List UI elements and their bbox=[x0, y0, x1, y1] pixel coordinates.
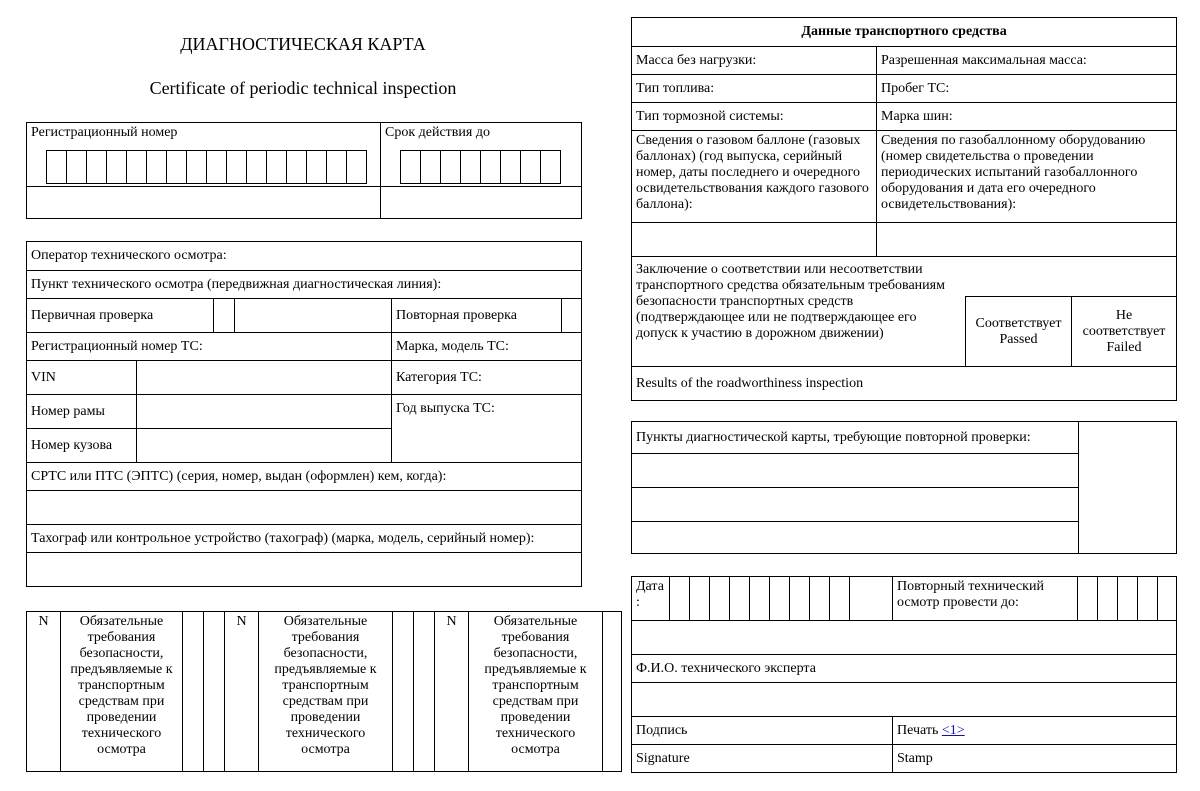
srts-label: СРТС или ПТС (ЭПТС) (серия, номер, выдан (оформлен) кем, когда): bbox=[31, 468, 447, 484]
signature-en-cell bbox=[632, 745, 893, 773]
valid-until-label: Срок действия до bbox=[385, 125, 490, 140]
year-cell bbox=[392, 395, 582, 463]
frame-value[interactable] bbox=[137, 395, 392, 429]
frame-cell bbox=[27, 395, 137, 429]
date-colon: : bbox=[636, 595, 640, 610]
tires-cell bbox=[877, 103, 1177, 131]
primary-check-label: Первичная проверка bbox=[31, 307, 154, 323]
repeat-date-box[interactable] bbox=[1098, 577, 1118, 621]
point-label: Пункт технического осмотра (передвижная диагностическая линия): bbox=[31, 276, 442, 292]
reg-number-boxes[interactable] bbox=[46, 150, 367, 184]
conclusion-text: Заключение о соответствии или несоответствии транспортного средства обязательным требованиям безопасности транспортных средств (подтверждающее или не подтверждающее его допуск к участию в дорожном движении) bbox=[636, 262, 945, 341]
recheck-header bbox=[632, 422, 1079, 454]
recheck-line-1[interactable] bbox=[632, 454, 1079, 488]
category-cell bbox=[392, 361, 582, 395]
req-check-2b[interactable] bbox=[414, 612, 435, 772]
vehicle-data-title: Данные транспортного средства bbox=[632, 18, 1177, 47]
expert-value[interactable] bbox=[632, 683, 1177, 717]
repeat-date-box[interactable] bbox=[1158, 577, 1177, 621]
repeat-date-box[interactable] bbox=[1138, 577, 1158, 621]
date-cell bbox=[632, 577, 670, 621]
primary-check-box[interactable] bbox=[214, 299, 235, 333]
valid-until-value[interactable] bbox=[381, 187, 582, 219]
vin-label: VIN bbox=[31, 369, 56, 385]
requirements-header-1: Обязательные требования безопасности, предъявляемые к транспортным средствам при проведении технического осмотра bbox=[61, 612, 183, 772]
brake-label: Тип тормозной системы: bbox=[636, 108, 784, 124]
vin-cell bbox=[27, 361, 137, 395]
repeat-check-cell bbox=[392, 299, 582, 333]
date-box[interactable] bbox=[710, 577, 730, 621]
expert-row bbox=[632, 655, 1177, 683]
make-model-label: Марка, модель ТС: bbox=[396, 338, 509, 354]
repeat-inspection-label: Повторный технический осмотр провести до: bbox=[897, 579, 1044, 610]
stamp-cell[interactable] bbox=[893, 717, 1177, 745]
recheck-table bbox=[631, 421, 1177, 554]
n-header-3: N bbox=[435, 612, 469, 772]
reg-number-value[interactable] bbox=[27, 187, 381, 219]
title-ru: ДИАГНОСТИЧЕСКАЯ КАРТА bbox=[180, 34, 426, 54]
tacho-value[interactable] bbox=[27, 553, 582, 587]
date-box[interactable] bbox=[770, 577, 790, 621]
gas-equipment-value[interactable] bbox=[877, 223, 1177, 257]
passed-ru: Соответствует bbox=[975, 315, 1062, 331]
mileage-cell bbox=[877, 75, 1177, 103]
stamp-footnote-link[interactable]: <1> bbox=[941, 722, 965, 738]
req-check-1a[interactable] bbox=[183, 612, 204, 772]
year-label: Год выпуска ТС: bbox=[396, 401, 495, 416]
fuel-cell bbox=[632, 75, 877, 103]
gas-equipment-cell bbox=[877, 131, 1177, 223]
body-label: Номер кузова bbox=[31, 437, 113, 453]
date-box[interactable] bbox=[690, 577, 710, 621]
failed-ru: Не соответствует bbox=[1082, 307, 1166, 339]
failed-en: Failed bbox=[1106, 339, 1142, 355]
frame-label: Номер рамы bbox=[31, 403, 105, 419]
mass-empty-cell bbox=[632, 47, 877, 75]
title-en: Certificate of periodic technical inspection bbox=[149, 78, 457, 98]
brake-cell bbox=[632, 103, 877, 131]
date-box[interactable] bbox=[810, 577, 830, 621]
tacho-label: Тахограф или контрольное устройство (тахограф) (марка, модель, серийный номер): bbox=[31, 530, 535, 546]
recheck-line-3[interactable] bbox=[632, 522, 1079, 554]
date-label: Дата bbox=[636, 579, 664, 594]
repeat-check-label: Повторная проверка bbox=[396, 307, 517, 323]
primary-check-cell bbox=[27, 299, 214, 333]
date-box[interactable] bbox=[730, 577, 750, 621]
gas-cylinder-label: Сведения о газовом баллоне (газовых баллонах) (год выпуска, серийный номер, даты последнего и очередного освидетельствования каждого газового баллона): bbox=[636, 133, 869, 212]
repeat-date-box[interactable] bbox=[1078, 577, 1098, 621]
requirements-header-2: Обязательные требования безопасности, предъявляемые к транспортным средствам при проведении технического осмотра bbox=[259, 612, 393, 772]
gas-cylinder-cell bbox=[632, 131, 877, 223]
body-cell bbox=[27, 429, 137, 463]
signature-label: Подпись bbox=[636, 722, 688, 738]
n-header-2: N bbox=[225, 612, 259, 772]
recheck-side bbox=[1079, 422, 1177, 554]
category-label: Категория ТС: bbox=[396, 369, 482, 385]
signature-en-label: Signature bbox=[636, 750, 690, 766]
signature-cell[interactable] bbox=[632, 717, 893, 745]
operator-table bbox=[26, 241, 582, 587]
primary-check-space bbox=[235, 299, 392, 333]
date-box[interactable] bbox=[830, 577, 850, 621]
gas-cylinder-value[interactable] bbox=[632, 223, 877, 257]
requirements-table bbox=[26, 611, 622, 772]
req-check-1b[interactable] bbox=[204, 612, 225, 772]
stamp-en-cell bbox=[893, 745, 1177, 773]
body-value[interactable] bbox=[137, 429, 392, 463]
signoff-table bbox=[631, 576, 1177, 773]
date-box[interactable] bbox=[790, 577, 810, 621]
make-model-cell bbox=[392, 333, 582, 361]
n-header-1: N bbox=[27, 612, 61, 772]
date-box[interactable] bbox=[750, 577, 770, 621]
tires-label: Марка шин: bbox=[881, 108, 953, 124]
reg-number-label: Регистрационный номер bbox=[31, 125, 178, 140]
results-row bbox=[632, 367, 1177, 401]
srts-row bbox=[27, 463, 582, 491]
repeat-check-box[interactable] bbox=[561, 299, 581, 332]
date-value-row[interactable] bbox=[632, 621, 1177, 655]
valid-until-boxes[interactable] bbox=[400, 150, 561, 184]
date-box[interactable] bbox=[850, 577, 893, 621]
recheck-line-2[interactable] bbox=[632, 488, 1079, 522]
req-check-2a[interactable] bbox=[393, 612, 414, 772]
repeat-date-box[interactable] bbox=[1118, 577, 1138, 621]
failed-cell[interactable] bbox=[1072, 297, 1177, 367]
operator-label: Оператор технического осмотра: bbox=[31, 248, 227, 263]
point-row bbox=[27, 271, 582, 299]
date-box[interactable] bbox=[670, 577, 690, 621]
passed-cell[interactable] bbox=[966, 297, 1072, 367]
vehicle-reg-cell bbox=[27, 333, 392, 361]
passed-en: Passed bbox=[999, 331, 1038, 347]
mass-max-cell bbox=[877, 47, 1177, 75]
srts-value[interactable] bbox=[27, 491, 582, 525]
results-label: Results of the roadworthiness inspection bbox=[636, 375, 864, 391]
requirements-header-3: Обязательные требования безопасности, предъявляемые к транспортным средствам при проведении технического осмотра bbox=[469, 612, 603, 772]
mass-max-label: Разрешенная максимальная масса: bbox=[881, 52, 1087, 68]
gas-equipment-label: Сведения по газобаллонному оборудованию (номер свидетельства о проведении периодических испытаний газобаллонного оборудования и дата его очередного освидетельствования): bbox=[881, 133, 1146, 212]
req-check-3a[interactable] bbox=[603, 612, 622, 772]
fuel-label: Тип топлива: bbox=[636, 80, 715, 96]
vehicle-reg-label: Регистрационный номер ТС: bbox=[31, 338, 203, 354]
stamp-label: Печать bbox=[897, 722, 939, 738]
vehicle-data-table bbox=[631, 17, 1177, 401]
mileage-label: Пробег ТС: bbox=[881, 80, 950, 96]
repeat-inspection-cell bbox=[893, 577, 1078, 621]
operator-row bbox=[27, 242, 582, 271]
recheck-label: Пункты диагностической карты, требующие повторной проверки: bbox=[636, 429, 1031, 445]
mass-empty-label: Масса без нагрузки: bbox=[636, 52, 757, 68]
expert-label: Ф.И.О. технического эксперта bbox=[636, 660, 816, 676]
tacho-row bbox=[27, 525, 582, 553]
stamp-en-label: Stamp bbox=[897, 750, 933, 766]
vin-value[interactable] bbox=[137, 361, 392, 395]
